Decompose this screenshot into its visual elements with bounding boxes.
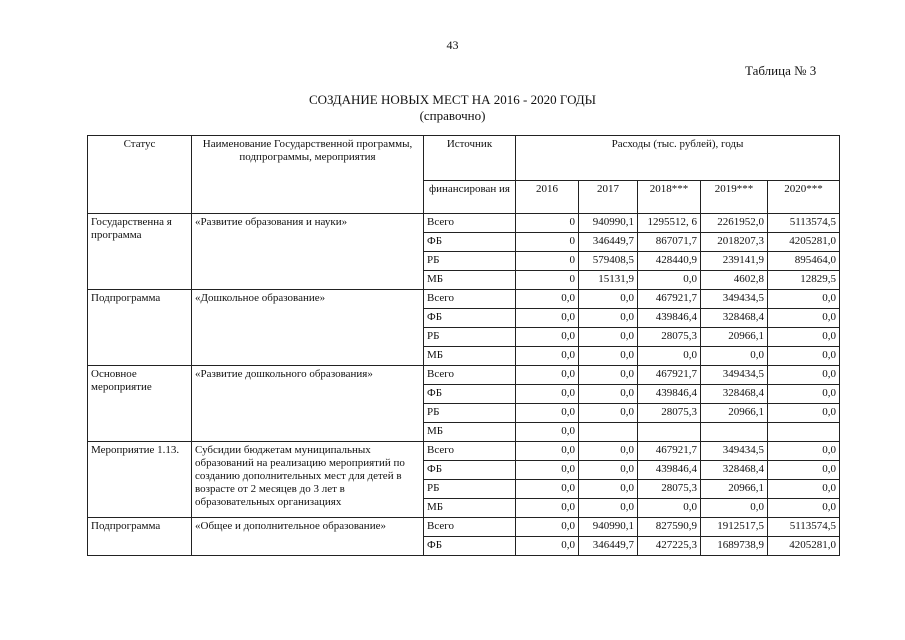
value-cell: 5113574,5 bbox=[768, 518, 840, 537]
source-cell: Всего bbox=[424, 442, 516, 461]
page-subtitle: (справочно) bbox=[419, 108, 486, 123]
value-cell: 0,0 bbox=[768, 290, 840, 309]
value-cell: 12829,5 bbox=[768, 271, 840, 290]
value-cell: 0,0 bbox=[701, 499, 768, 518]
source-cell: МБ bbox=[424, 499, 516, 518]
value-cell: 328468,4 bbox=[701, 461, 768, 480]
value-cell: 0,0 bbox=[638, 271, 701, 290]
value-cell: 0,0 bbox=[516, 518, 579, 537]
value-cell: 20966,1 bbox=[701, 404, 768, 423]
header-year-2020: 2020*** bbox=[768, 181, 840, 214]
status-cell: Подпрограмма bbox=[88, 518, 192, 556]
table-row bbox=[88, 518, 840, 537]
header-program: Наименование Государственной программы, подпрограммы, мероприятия bbox=[192, 136, 424, 214]
value-cell: 0 bbox=[516, 233, 579, 252]
value-cell: 4602,8 bbox=[701, 271, 768, 290]
value-cell: 0,0 bbox=[701, 347, 768, 366]
value-cell: 0,0 bbox=[579, 290, 638, 309]
value-cell: 439846,4 bbox=[638, 385, 701, 404]
value-cell: 0,0 bbox=[516, 461, 579, 480]
page-title-block bbox=[0, 92, 905, 124]
value-cell: 0,0 bbox=[579, 328, 638, 347]
value-cell: 0 bbox=[516, 214, 579, 233]
value-cell: 0,0 bbox=[516, 537, 579, 556]
value-cell: 0,0 bbox=[516, 366, 579, 385]
source-cell: ФБ bbox=[424, 233, 516, 252]
value-cell: 827590,9 bbox=[638, 518, 701, 537]
table-header bbox=[88, 136, 840, 214]
header-year-2018: 2018*** bbox=[638, 181, 701, 214]
value-cell: 0,0 bbox=[638, 347, 701, 366]
value-cell: 439846,4 bbox=[638, 461, 701, 480]
value-cell: 0,0 bbox=[516, 404, 579, 423]
value-cell: 0,0 bbox=[579, 499, 638, 518]
value-cell: 0,0 bbox=[579, 404, 638, 423]
value-cell: 20966,1 bbox=[701, 480, 768, 499]
source-cell: МБ bbox=[424, 423, 516, 442]
value-cell: 0,0 bbox=[768, 480, 840, 499]
page-title: СОЗДАНИЕ НОВЫХ МЕСТ НА 2016 - 2020 ГОДЫ bbox=[308, 92, 597, 107]
value-cell: 0,0 bbox=[516, 328, 579, 347]
table-row bbox=[88, 366, 840, 385]
value-cell bbox=[768, 423, 840, 442]
table-row bbox=[88, 442, 840, 461]
source-cell: ФБ bbox=[424, 385, 516, 404]
table-body bbox=[88, 214, 840, 556]
value-cell: 0,0 bbox=[516, 499, 579, 518]
value-cell: 0,0 bbox=[516, 309, 579, 328]
value-cell: 0,0 bbox=[579, 480, 638, 499]
value-cell: 28075,3 bbox=[638, 480, 701, 499]
value-cell bbox=[638, 423, 701, 442]
status-cell: Подпрограмма bbox=[88, 290, 192, 366]
value-cell: 349434,5 bbox=[701, 442, 768, 461]
value-cell: 0,0 bbox=[768, 499, 840, 518]
value-cell: 2261952,0 bbox=[701, 214, 768, 233]
source-cell: МБ bbox=[424, 347, 516, 366]
source-cell: РБ bbox=[424, 252, 516, 271]
value-cell: 439846,4 bbox=[638, 309, 701, 328]
value-cell: 467921,7 bbox=[638, 442, 701, 461]
value-cell: 0,0 bbox=[579, 309, 638, 328]
value-cell: 28075,3 bbox=[638, 404, 701, 423]
value-cell: 895464,0 bbox=[768, 252, 840, 271]
value-cell: 579408,5 bbox=[579, 252, 638, 271]
value-cell: 0,0 bbox=[516, 442, 579, 461]
source-cell: ФБ bbox=[424, 537, 516, 556]
value-cell: 28075,3 bbox=[638, 328, 701, 347]
status-cell: Основное мероприятие bbox=[88, 366, 192, 442]
value-cell: 328468,4 bbox=[701, 385, 768, 404]
value-cell: 0,0 bbox=[579, 366, 638, 385]
header-expenses: Расходы (тыс. рублей), годы bbox=[516, 136, 840, 181]
value-cell: 0,0 bbox=[638, 499, 701, 518]
value-cell: 0,0 bbox=[579, 347, 638, 366]
program-name-cell: «Развитие дошкольного образования» bbox=[192, 366, 424, 442]
value-cell bbox=[701, 423, 768, 442]
program-name-cell: Субсидии бюджетам муниципальных образований на реализацию мероприятий по созданию дополнительных мест для детей в возрасте от 2 месяцев до 3 лет в образовательных организациях bbox=[192, 442, 424, 518]
header-source-top: Источник bbox=[424, 136, 516, 181]
value-cell: 0 bbox=[516, 271, 579, 290]
header-year-2019: 2019*** bbox=[701, 181, 768, 214]
value-cell: 0,0 bbox=[768, 309, 840, 328]
value-cell: 0,0 bbox=[579, 385, 638, 404]
header-status: Статус bbox=[88, 136, 192, 214]
value-cell: 346449,7 bbox=[579, 233, 638, 252]
source-cell: РБ bbox=[424, 404, 516, 423]
status-cell: Мероприятие 1.13. bbox=[88, 442, 192, 518]
value-cell: 0,0 bbox=[768, 347, 840, 366]
source-cell: Всего bbox=[424, 518, 516, 537]
table-row bbox=[88, 290, 840, 309]
source-cell: Всего bbox=[424, 290, 516, 309]
source-cell: ФБ bbox=[424, 309, 516, 328]
value-cell: 1689738,9 bbox=[701, 537, 768, 556]
program-name-cell: «Общее и дополнительное образование» bbox=[192, 518, 424, 556]
value-cell: 5113574,5 bbox=[768, 214, 840, 233]
value-cell bbox=[579, 423, 638, 442]
source-cell: Всего bbox=[424, 366, 516, 385]
value-cell: 239141,9 bbox=[701, 252, 768, 271]
value-cell: 0,0 bbox=[579, 461, 638, 480]
value-cell: 0,0 bbox=[768, 366, 840, 385]
header-year-2017: 2017 bbox=[579, 181, 638, 214]
value-cell: 349434,5 bbox=[701, 290, 768, 309]
table-row bbox=[88, 214, 840, 233]
value-cell: 0,0 bbox=[579, 442, 638, 461]
value-cell: 15131,9 bbox=[579, 271, 638, 290]
value-cell: 349434,5 bbox=[701, 366, 768, 385]
value-cell: 467921,7 bbox=[638, 290, 701, 309]
value-cell: 1295512, 6 bbox=[638, 214, 701, 233]
value-cell: 467921,7 bbox=[638, 366, 701, 385]
value-cell: 0,0 bbox=[768, 442, 840, 461]
value-cell: 328468,4 bbox=[701, 309, 768, 328]
source-cell: МБ bbox=[424, 271, 516, 290]
source-cell: Всего bbox=[424, 214, 516, 233]
value-cell: 1912517,5 bbox=[701, 518, 768, 537]
page-number: 43 bbox=[446, 38, 459, 52]
value-cell: 428440,9 bbox=[638, 252, 701, 271]
value-cell: 0,0 bbox=[516, 347, 579, 366]
value-cell: 0,0 bbox=[516, 385, 579, 404]
value-cell: 346449,7 bbox=[579, 537, 638, 556]
source-cell: РБ bbox=[424, 480, 516, 499]
value-cell: 0,0 bbox=[768, 461, 840, 480]
source-cell: ФБ bbox=[424, 461, 516, 480]
funding-table bbox=[87, 135, 840, 556]
value-cell: 867071,7 bbox=[638, 233, 701, 252]
value-cell: 0,0 bbox=[768, 404, 840, 423]
header-year-2016: 2016 bbox=[516, 181, 579, 214]
header-source-bottom: финансирован ия bbox=[424, 181, 516, 214]
value-cell: 2018207,3 bbox=[701, 233, 768, 252]
value-cell: 940990,1 bbox=[579, 214, 638, 233]
value-cell: 0,0 bbox=[768, 385, 840, 404]
program-name-cell: «Развитие образования и науки» bbox=[192, 214, 424, 290]
value-cell: 0,0 bbox=[768, 328, 840, 347]
value-cell: 4205281,0 bbox=[768, 537, 840, 556]
value-cell: 0,0 bbox=[516, 290, 579, 309]
table-label: Таблица № 3 bbox=[745, 63, 817, 78]
source-cell: РБ bbox=[424, 328, 516, 347]
status-cell: Государственна я программа bbox=[88, 214, 192, 290]
value-cell: 0,0 bbox=[516, 480, 579, 499]
value-cell: 4205281,0 bbox=[768, 233, 840, 252]
value-cell: 0 bbox=[516, 252, 579, 271]
program-name-cell: «Дошкольное образование» bbox=[192, 290, 424, 366]
value-cell: 20966,1 bbox=[701, 328, 768, 347]
value-cell: 0,0 bbox=[516, 423, 579, 442]
value-cell: 940990,1 bbox=[579, 518, 638, 537]
value-cell: 427225,3 bbox=[638, 537, 701, 556]
